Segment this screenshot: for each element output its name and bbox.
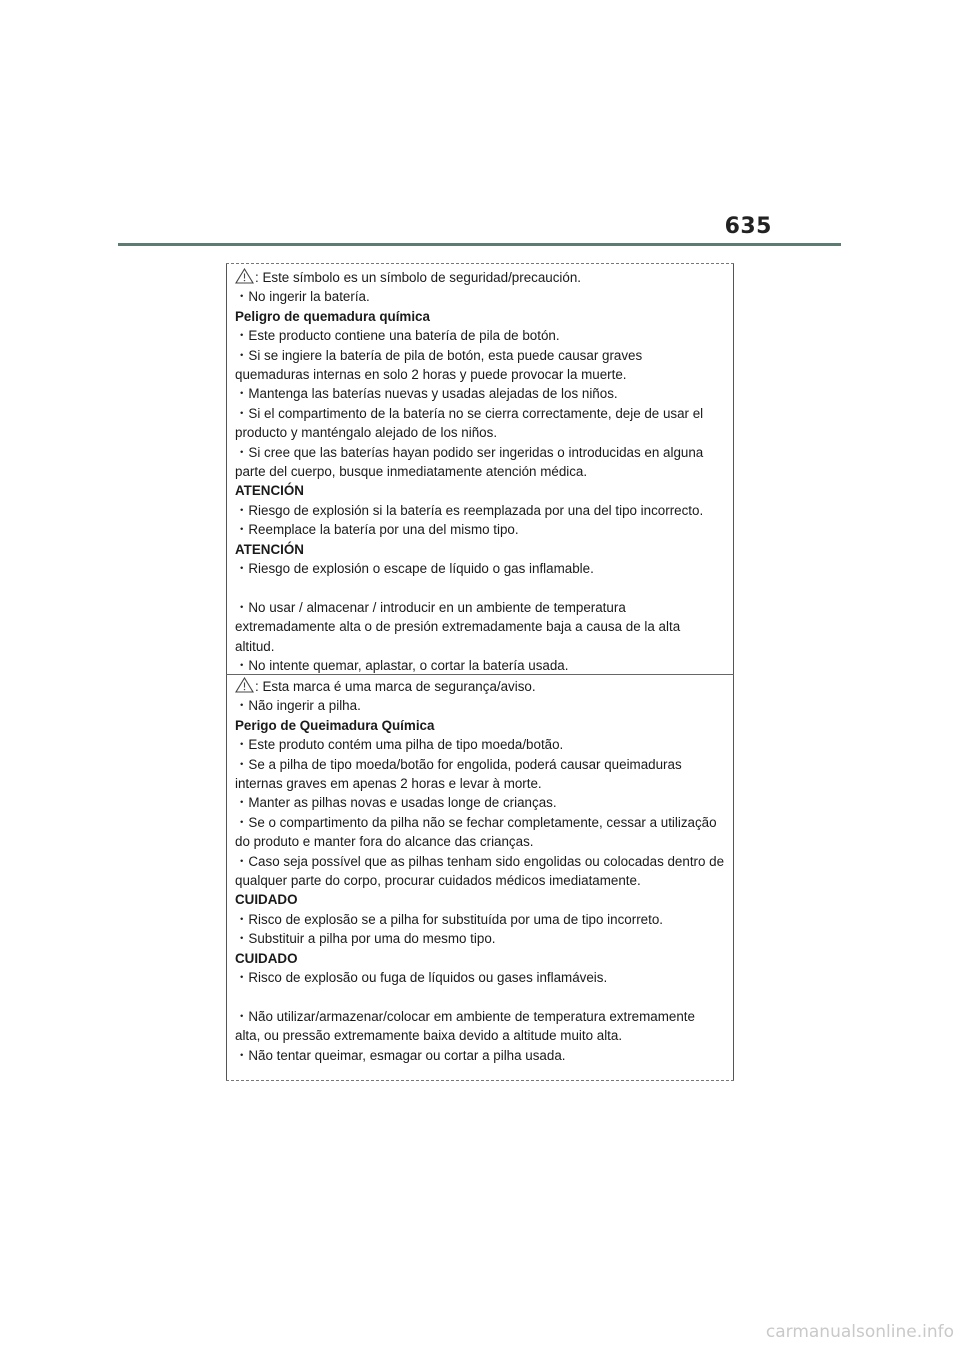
text-line: ・Este producto contiene una batería de pila de botón. [235,328,560,344]
box-bottom-border [226,1080,734,1081]
text-line: ・Si el compartimento de la batería no se cierra correctamente, deje de usar el [235,405,704,421]
text-line: ・Manter as pilhas novas e usadas longe de crianças. [235,795,557,811]
text-line: ・Não tentar queimar, esmagar ou cortar a pilha usada. [235,1047,566,1063]
symbol-description: : Este símbolo es un símbolo de seguridad/precaución. [255,270,582,285]
text-line: ・Não utilizar/armazenar/colocar em ambiente de temperatura extremamente [235,1008,695,1024]
text-line: qualquer parte do corpo, procurar cuidados médicos imediatamente. [235,873,641,889]
text-line: ・Riesgo de explosión si la batería es reemplazada por una del tipo incorrecto. [235,502,704,518]
page-number: 635 [724,214,772,239]
text-line: ・No usar / almacenar / introducir en un ambiente de temperatura [235,599,626,615]
section-heading: Peligro de quemadura química [235,308,430,324]
section-heading: ATENCIÓN [235,483,304,499]
text-line: ・Não ingerir a pilha. [235,698,361,714]
paragraph-gap [235,579,727,598]
watermark: carmanualsonline.info [765,1322,954,1342]
box-top-border [226,263,734,264]
text-line: ・Este produto contém uma pilha de tipo moeda/botão. [235,737,564,753]
section-heading: CUIDADO [235,892,298,908]
spanish-section [235,268,727,676]
symbol-description: : Esta marca é uma marca de segurança/aviso. [255,679,536,694]
paragraph-gap [235,988,727,1007]
text-line: extremadamente alta o de presión extremadamente baja a causa de la alta [235,619,681,635]
text-line: ・Se a pilha de tipo moeda/botão for engolida, poderá causar queimaduras [235,756,682,772]
text-line: ・Reemplace la batería por una del mismo tipo. [235,522,519,538]
text-line: ・No intente quemar, aplastar, o cortar la batería usada. [235,658,569,674]
text-line: ・Substituir a pilha por uma do mesmo tipo. [235,931,496,947]
text-line: ・Si cree que las baterías hayan podido ser ingeridas o introducidas en alguna [235,444,704,460]
symbol-line [235,677,727,696]
text-line: ・Si se ingiere la batería de pila de botón, esta puede causar graves [235,347,643,363]
text-line: quemaduras internas en solo 2 horas y puede provocar la muerte. [235,367,627,383]
text-line: ・Caso seja possível que as pilhas tenham sido engolidas ou colocadas dentro de [235,853,725,869]
text-line: ・Risco de explosão ou fuga de líquidos ou gases inflamáveis. [235,970,608,986]
symbol-line [235,268,727,287]
text-line: do produto e manter fora do alcance das crianças. [235,834,534,850]
portuguese-section [235,677,727,1065]
text-line: ・No ingerir la batería. [235,289,370,305]
warning-triangle-icon [235,268,254,284]
text-line: ・Se o compartimento da pilha não se fechar completamente, cessar a utilização [235,814,717,830]
section-heading: ATENCIÓN [235,541,304,557]
text-line: parte del cuerpo, busque inmediatamente atención médica. [235,464,588,480]
text-line: altitud. [235,638,275,654]
section-heading: CUIDADO [235,950,298,966]
text-line: producto y manténgalo alejado de los niños. [235,425,498,441]
text-line: alta, ou pressão extremamente baixa devido a altitude muito alta. [235,1028,623,1044]
warning-triangle-icon [235,677,254,693]
text-line: ・Mantenga las baterías nuevas y usadas alejadas de los niños. [235,386,618,402]
section-heading: Perigo de Queimadura Química [235,717,435,733]
text-line: internas graves em apenas 2 horas e levar à morte. [235,776,542,792]
header-rule [118,243,841,246]
text-line: ・Riesgo de explosión o escape de líquido o gas inflamable. [235,561,594,577]
text-line: ・Risco de explosão se a pilha for substituída por uma de tipo incorreto. [235,911,663,927]
